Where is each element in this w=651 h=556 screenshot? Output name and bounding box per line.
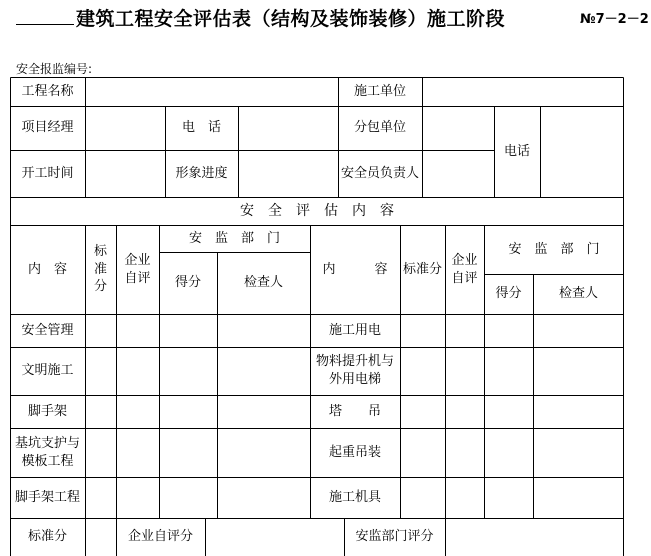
phone-label: 电 话 <box>181 120 221 136</box>
row-label-scaffold-works: 脚手架工程 <box>14 489 80 505</box>
footer-self-score-field[interactable] <box>205 518 344 556</box>
safety-officer-field[interactable] <box>422 150 494 197</box>
row-label-electricity: 施工用电 <box>328 322 381 338</box>
image-progress-label: 形象进度 <box>175 165 228 181</box>
registration-label: 安全报监编号: <box>16 62 93 76</box>
project-name-label: 工程名称 <box>21 83 74 99</box>
construction-unit-field[interactable] <box>422 77 624 106</box>
row-label-machinery: 施工机具 <box>328 489 381 505</box>
phone2-label: 电话 <box>503 143 530 159</box>
footer-standard-score-label: 标准分 <box>27 529 67 545</box>
self-eval-header: 企业自评 <box>124 252 151 286</box>
project-manager-field[interactable] <box>85 106 165 150</box>
title-blank-line <box>16 24 74 25</box>
self-eval-right-header: 企业自评 <box>451 252 478 286</box>
content-right-header: 内 容 <box>322 261 388 277</box>
project-manager-label: 项目经理 <box>21 120 74 136</box>
row-label-pit-support: 基坑支护与模板工程 <box>14 435 80 469</box>
form-title: 建筑工程安全评估表（结构及装饰装修）施工阶段 <box>76 8 506 30</box>
row-label-safety-mgmt: 安全管理 <box>21 322 74 338</box>
safety-officer-label: 安全员负责人 <box>340 165 419 181</box>
standard-header: 标准分 <box>93 244 107 295</box>
row-label-scaffold: 脚手架 <box>27 403 67 419</box>
start-time-label: 开工时间 <box>21 165 74 181</box>
evaluation-table <box>10 77 624 556</box>
start-time-field[interactable] <box>85 150 165 197</box>
row-label-civilized: 文明施工 <box>21 363 74 379</box>
phone-field[interactable] <box>238 106 338 150</box>
subcontractor-field[interactable] <box>422 106 494 150</box>
image-progress-field[interactable] <box>238 150 338 197</box>
section-title: 安 全 评 估 内 容 <box>240 202 394 219</box>
row-label-lifting: 起重吊装 <box>328 444 381 460</box>
phone2-field[interactable] <box>540 106 624 197</box>
content-header: 内 容 <box>27 261 67 277</box>
row-label-tower-crane: 塔 吊 <box>328 403 381 419</box>
project-name-field[interactable] <box>85 77 338 106</box>
footer-supervision-score-label: 安监部门评分 <box>355 529 434 545</box>
standard-right-header: 标准分 <box>402 261 442 277</box>
subcontractor-label: 分包单位 <box>353 120 406 136</box>
supervision-header: 安 监 部 门 <box>188 230 280 246</box>
score-right-header: 得分 <box>495 286 522 302</box>
supervision-right-header: 安 监 部 门 <box>508 241 600 257</box>
form-title-bar <box>0 2 651 32</box>
footer-supervision-score-field[interactable] <box>445 518 624 556</box>
row-label-hoist: 物料提升机与外用电梯 <box>315 354 394 387</box>
inspector-right-header: 检查人 <box>558 286 598 302</box>
footer-self-score-label: 企业自评分 <box>127 529 193 545</box>
score-header: 得分 <box>174 275 201 291</box>
form-number: №7－2－2 <box>580 12 649 27</box>
construction-unit-label: 施工单位 <box>353 83 406 99</box>
inspector-header: 检查人 <box>243 275 283 291</box>
footer-standard-score-field[interactable] <box>85 518 116 556</box>
